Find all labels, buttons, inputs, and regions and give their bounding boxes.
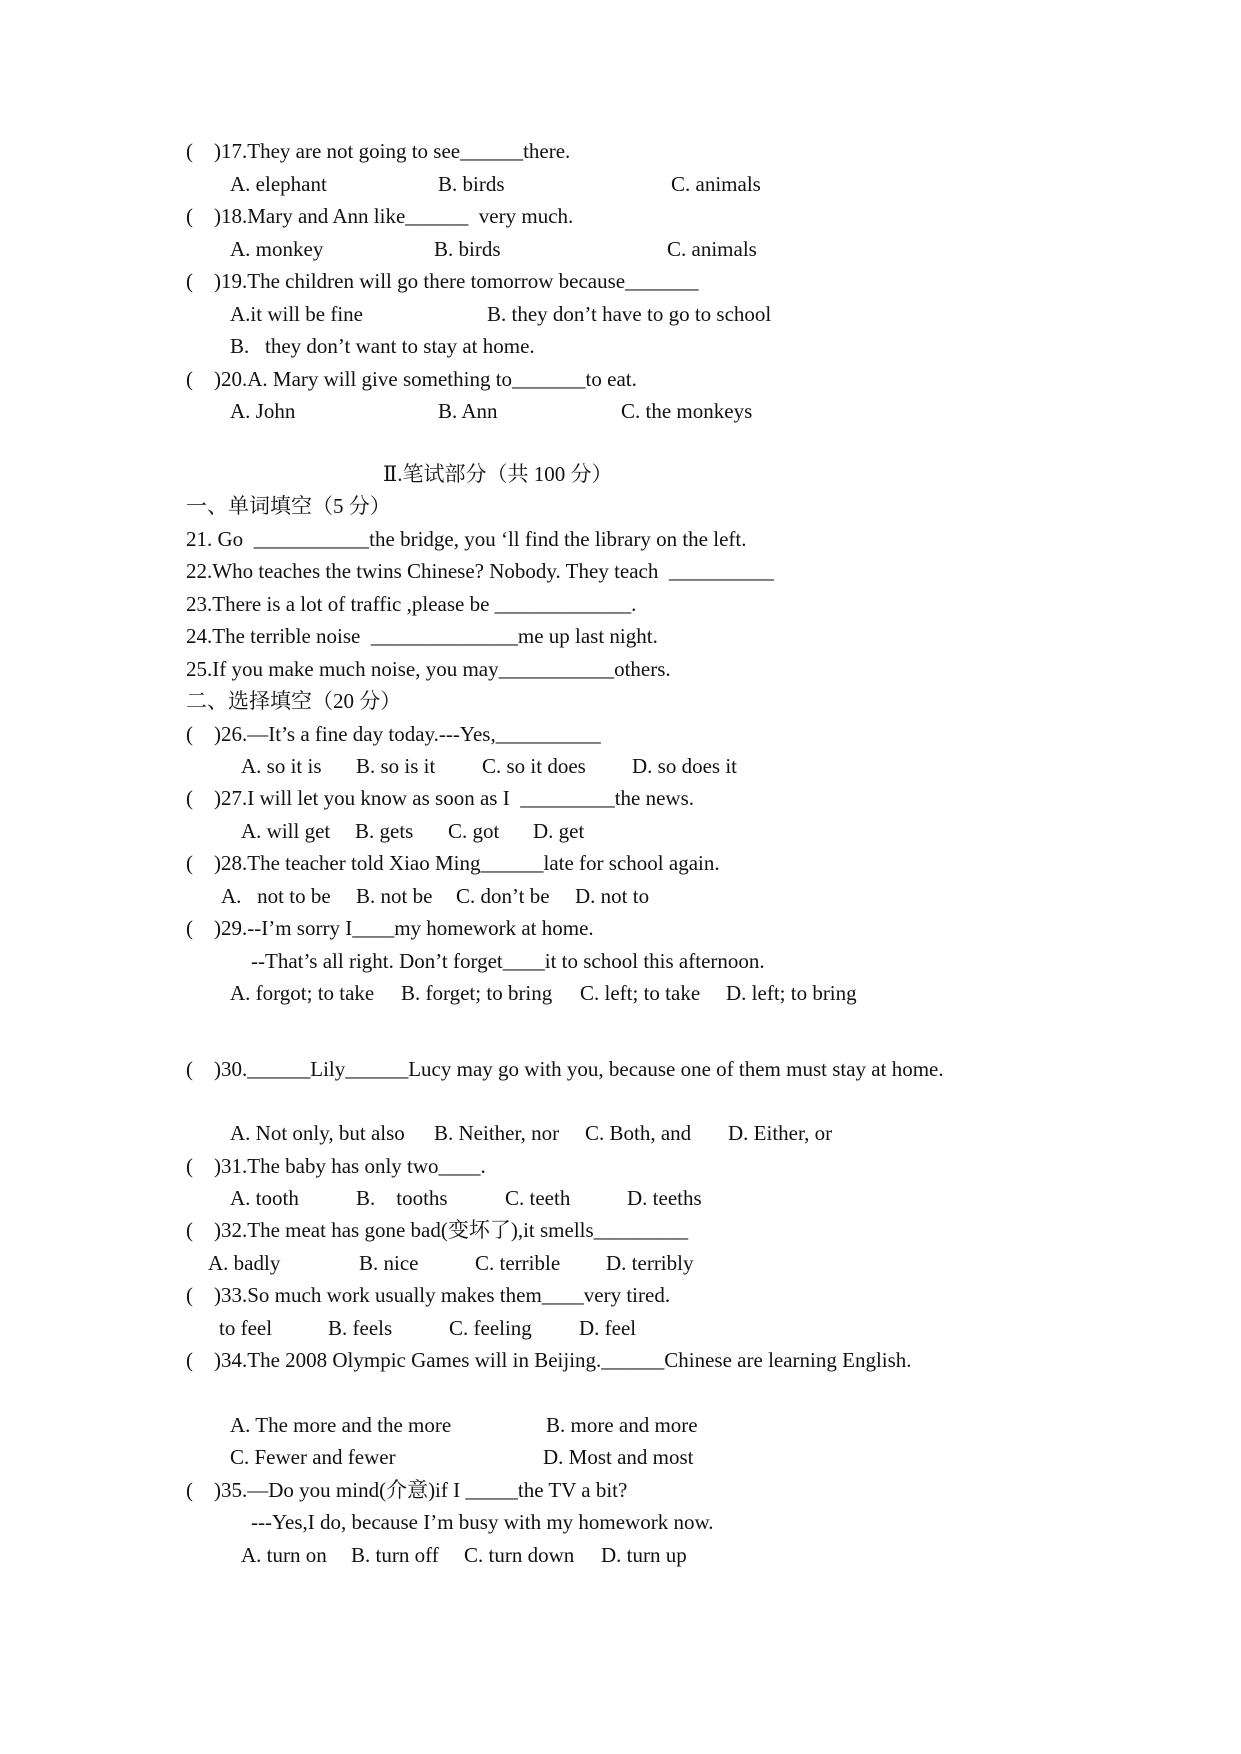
option-a: A. The more and the more xyxy=(230,1413,452,1437)
option-a: A. not to be xyxy=(221,884,331,908)
option-c: C. teeth xyxy=(505,1186,571,1210)
question-22-text: 22.Who teaches the twins Chinese? Nobody. They teach __________ xyxy=(186,559,774,583)
question-17-options xyxy=(0,168,1241,200)
option-c: C. got xyxy=(448,819,500,843)
question-20-stem: ( )20.A. Mary will give something to_______to eat. xyxy=(186,367,637,391)
question-32-options xyxy=(0,1247,1241,1279)
question-18 xyxy=(0,200,1241,232)
question-35 xyxy=(0,1474,1241,1506)
option-a: A. Not only, but also xyxy=(230,1121,405,1145)
option-b: B. birds xyxy=(438,172,505,196)
option-b: B. Neither, nor xyxy=(434,1121,560,1145)
option-d: D. Most and most xyxy=(543,1445,694,1469)
option-b: B. Ann xyxy=(438,399,498,423)
option-d: D. left; to bring xyxy=(726,981,857,1005)
part-2-title xyxy=(0,685,1241,717)
question-23 xyxy=(0,588,1241,620)
question-30-stem: ( )30.______Lily______Lucy may go with you, because one of them must stay at home. xyxy=(186,1057,944,1081)
question-34 xyxy=(0,1344,1241,1376)
question-27-options xyxy=(0,815,1241,847)
question-33-stem: ( )33.So much work usually makes them____very tired. xyxy=(186,1283,671,1307)
question-31-stem: ( )31.The baby has only two____. xyxy=(186,1154,486,1178)
option-d: D. get xyxy=(533,819,585,843)
question-35-stem: ( )35.—Do you mind(介意)if I _____the TV a bit? xyxy=(186,1478,628,1502)
question-29-stem: ( )29.--I’m sorry I____my homework at home. xyxy=(186,916,594,940)
part-1-title xyxy=(0,490,1241,522)
question-29-reply: --That’s all right. Don’t forget____it to school this afternoon. xyxy=(251,949,765,973)
option-b: B. turn off xyxy=(351,1543,439,1567)
question-24-text: 24.The terrible noise ______________me up last night. xyxy=(186,624,658,648)
question-31 xyxy=(0,1150,1241,1182)
option-b: B. they don’t have to go to school xyxy=(487,302,772,326)
option-d: D. terribly xyxy=(606,1251,694,1275)
option-c: C. animals xyxy=(667,237,757,261)
question-17-stem: ( )17.They are not going to see______there. xyxy=(186,139,571,163)
option-a: A. turn on xyxy=(241,1543,327,1567)
question-34-stem: ( )34.The 2008 Olympic Games will in Beijing.______Chinese are learning English. xyxy=(186,1348,912,1372)
question-27-stem: ( )27.I will let you know as soon as I _________the news. xyxy=(186,786,695,810)
option-c: C. Fewer and fewer xyxy=(230,1445,396,1469)
question-26-stem: ( )26.—It’s a fine day today.---Yes,__________ xyxy=(186,722,601,746)
question-20 xyxy=(0,363,1241,395)
question-24 xyxy=(0,620,1241,652)
question-25 xyxy=(0,653,1241,685)
option-b: B. birds xyxy=(434,237,501,261)
option-b: B. feels xyxy=(328,1316,393,1340)
option-c: C. the monkeys xyxy=(621,399,753,423)
question-30 xyxy=(0,1053,1241,1085)
question-35-stem-2 xyxy=(0,1506,1241,1538)
question-30-options xyxy=(0,1117,1241,1149)
option-a: A. so it is xyxy=(241,754,322,778)
option-d: D. teeths xyxy=(627,1186,702,1210)
question-19-options-2 xyxy=(0,330,1241,362)
option-a: A. badly xyxy=(208,1251,281,1275)
question-25-text: 25.If you make much noise, you may___________others. xyxy=(186,657,671,681)
question-26-options xyxy=(0,750,1241,782)
question-34-options-2 xyxy=(0,1441,1241,1473)
question-35-reply: ---Yes,I do, because I’m busy with my homework now. xyxy=(251,1510,714,1534)
option-a: to feel xyxy=(219,1316,273,1340)
option-c: C. left; to take xyxy=(580,981,701,1005)
question-33-options xyxy=(0,1312,1241,1344)
question-23-text: 23.There is a lot of traffic ,please be _____________. xyxy=(186,592,637,616)
question-21-text: 21. Go ___________the bridge, you ‘ll find the library on the left. xyxy=(186,527,747,551)
question-19-options xyxy=(0,298,1241,330)
option-c: C. terrible xyxy=(475,1251,561,1275)
question-28-stem: ( )28.The teacher told Xiao Ming______late for school again. xyxy=(186,851,720,875)
section-title: Ⅱ.笔试部分（共 100 分） xyxy=(383,462,613,486)
question-21 xyxy=(0,523,1241,555)
option-b: B. more and more xyxy=(546,1413,698,1437)
option-b: B. so is it xyxy=(356,754,436,778)
question-28-options xyxy=(0,880,1241,912)
option-a: A. elephant xyxy=(230,172,327,196)
option-c: C. animals xyxy=(671,172,761,196)
option-b: B. gets xyxy=(355,819,414,843)
question-35-options xyxy=(0,1539,1241,1571)
question-26 xyxy=(0,718,1241,750)
option-a: A. forgot; to take xyxy=(230,981,375,1005)
option-c: B. they don’t want to stay at home. xyxy=(230,334,535,358)
question-19 xyxy=(0,265,1241,297)
option-b: B. forget; to bring xyxy=(401,981,553,1005)
option-c: C. feeling xyxy=(449,1316,532,1340)
option-d: D. not to xyxy=(575,884,650,908)
option-c: C. turn down xyxy=(464,1543,575,1567)
option-d: D. feel xyxy=(579,1316,637,1340)
option-a: A. John xyxy=(230,399,296,423)
question-29-stem-2 xyxy=(0,945,1241,977)
part-title: 二、选择填空（20 分） xyxy=(186,689,402,713)
question-34-options xyxy=(0,1409,1241,1441)
question-20-options xyxy=(0,395,1241,427)
question-28 xyxy=(0,847,1241,879)
question-19-stem: ( )19.The children will go there tomorrow because_______ xyxy=(186,269,699,293)
question-33 xyxy=(0,1279,1241,1311)
part-title: 一、单词填空（5 分） xyxy=(186,494,391,518)
option-a: A.it will be fine xyxy=(230,302,363,326)
question-29-options xyxy=(0,977,1241,1009)
question-18-options xyxy=(0,233,1241,265)
option-b: B. tooths xyxy=(356,1186,448,1210)
option-a: A. monkey xyxy=(230,237,324,261)
option-c: C. so it does xyxy=(482,754,586,778)
option-a: A. tooth xyxy=(230,1186,299,1210)
option-d: D. so does it xyxy=(632,754,737,778)
question-22 xyxy=(0,555,1241,587)
question-31-options xyxy=(0,1182,1241,1214)
question-32 xyxy=(0,1214,1241,1246)
question-17 xyxy=(0,135,1241,167)
option-d: D. Either, or xyxy=(728,1121,833,1145)
question-32-stem: ( )32.The meat has gone bad(变坏了),it smells_________ xyxy=(186,1218,689,1242)
option-a: A. will get xyxy=(241,819,331,843)
option-d: D. turn up xyxy=(601,1543,687,1567)
option-c: C. Both, and xyxy=(585,1121,692,1145)
question-18-stem: ( )18.Mary and Ann like______ very much. xyxy=(186,204,574,228)
question-27 xyxy=(0,782,1241,814)
question-29 xyxy=(0,912,1241,944)
option-c: C. don’t be xyxy=(456,884,550,908)
option-b: B. not be xyxy=(356,884,433,908)
option-b: B. nice xyxy=(359,1251,419,1275)
section-2-title xyxy=(0,458,1241,490)
